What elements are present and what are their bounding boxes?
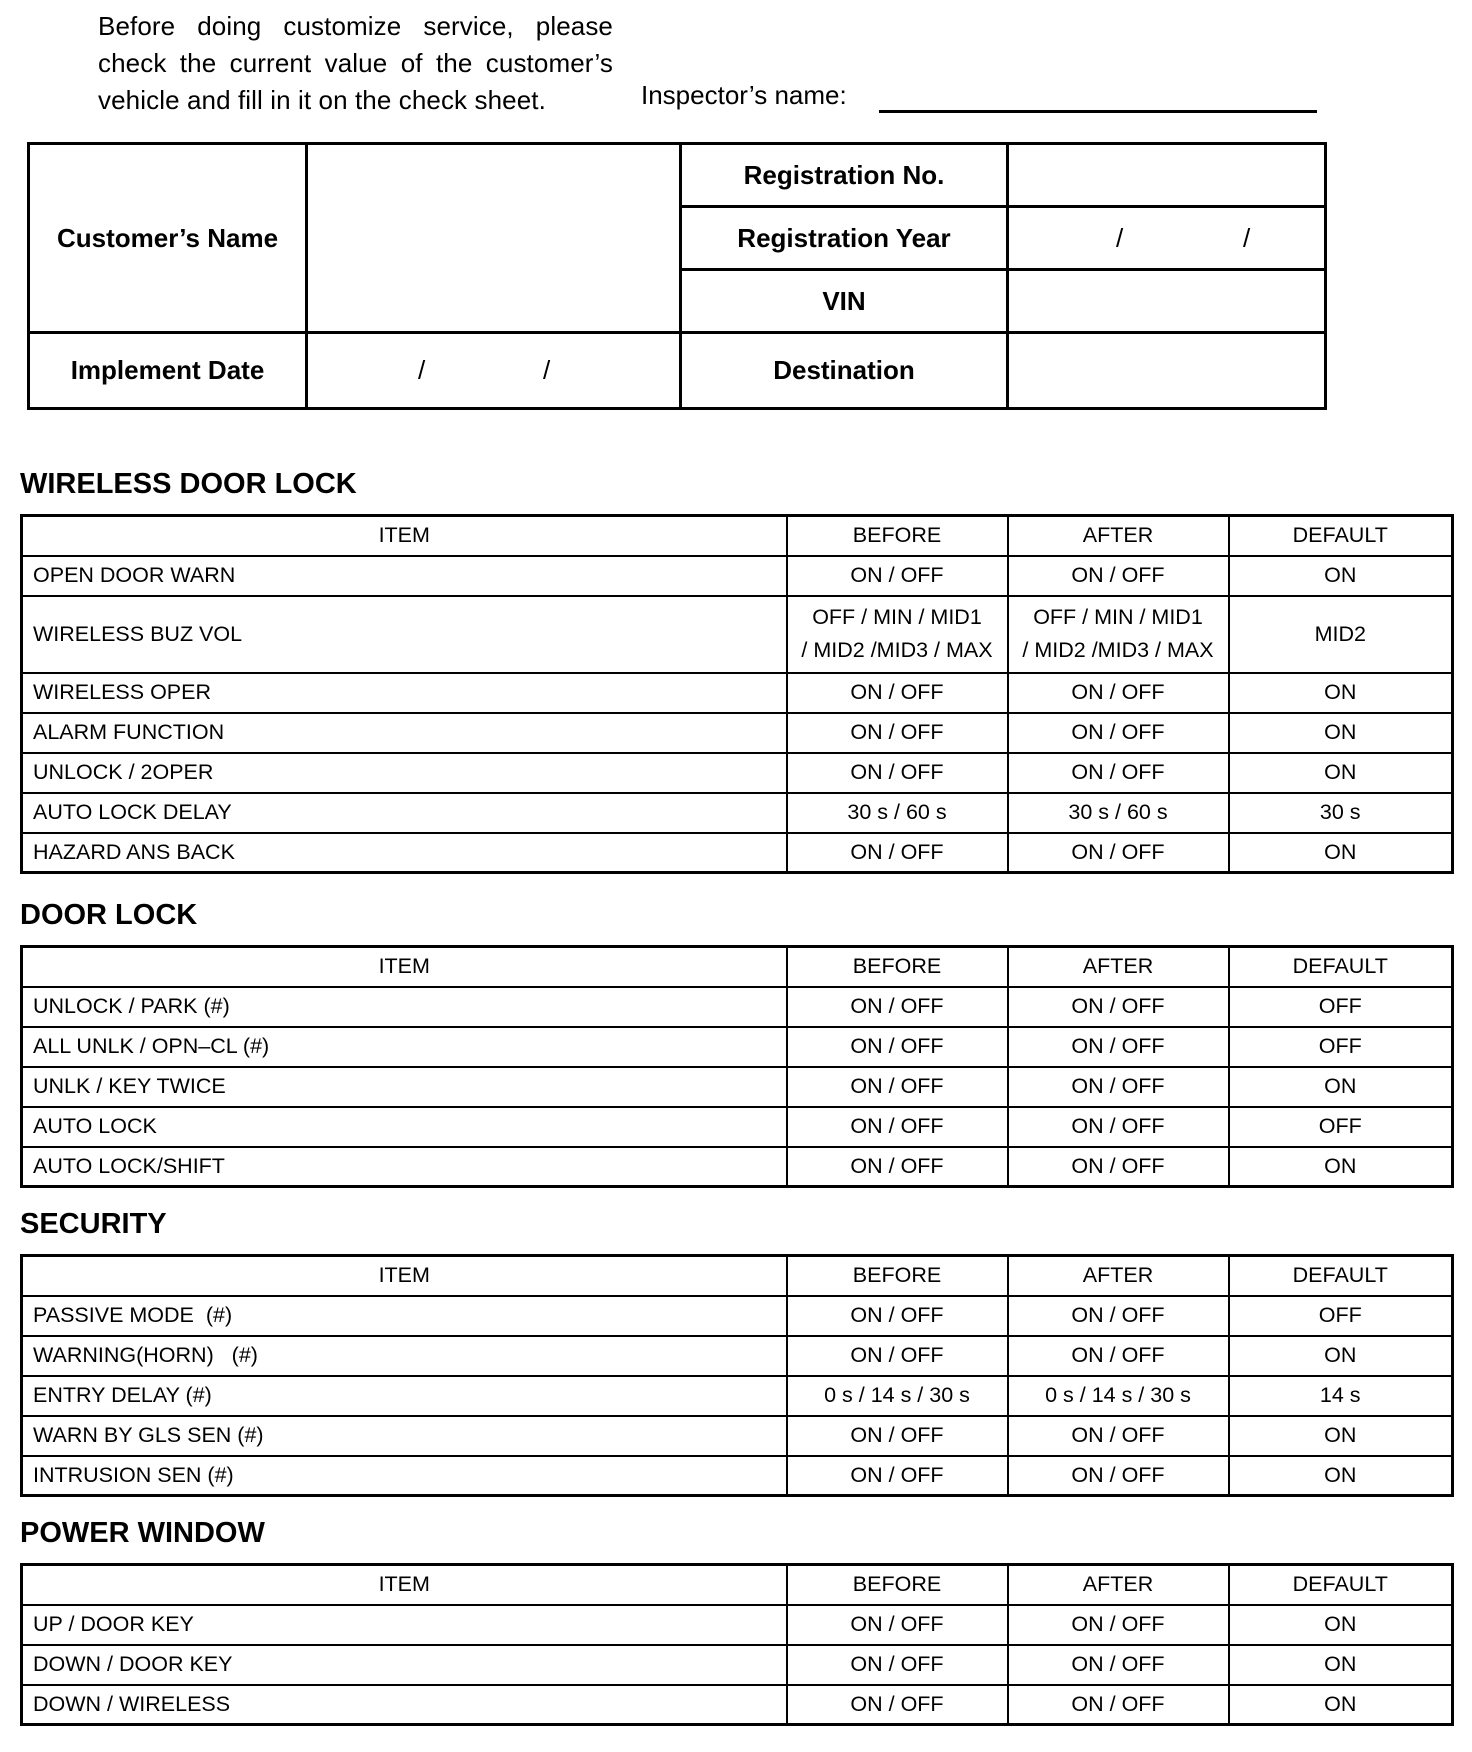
column-header-before: BEFORE [787, 947, 1008, 987]
destination-field[interactable] [1009, 334, 1324, 407]
table-row [22, 1685, 1453, 1725]
before-value-cell[interactable]: ON / OFF [787, 1067, 1008, 1107]
implement-date-field[interactable] [308, 334, 679, 407]
inspector-name-field[interactable] [879, 110, 1317, 113]
registration-no-field[interactable] [1009, 145, 1324, 205]
default-value: ON [1229, 1416, 1453, 1456]
table-row [22, 753, 1453, 793]
default-value: ON [1229, 1147, 1453, 1187]
item-name: PASSIVE MODE (#) [22, 1296, 787, 1336]
table-row [22, 1027, 1453, 1067]
default-value: OFF [1229, 987, 1453, 1027]
column-header-item: ITEM [22, 947, 787, 987]
before-value-cell[interactable]: 0 s / 14 s / 30 s [787, 1376, 1008, 1416]
after-value-cell[interactable]: ON / OFF [1008, 1067, 1229, 1107]
column-header-default: DEFAULT [1229, 1565, 1453, 1605]
after-value-cell[interactable]: ON / OFF [1008, 1456, 1229, 1496]
after-option-line: OFF / MIN / MID1 [1033, 605, 1203, 629]
before-value-cell[interactable]: ON / OFF [787, 713, 1008, 753]
after-value-cell[interactable]: ON / OFF [1008, 833, 1229, 873]
after-value-cell[interactable]: ON / OFF [1008, 673, 1229, 713]
after-option-line: / MID2 /MID3 / MAX [1022, 638, 1214, 662]
section-title-door-lock: DOOR LOCK [20, 899, 198, 931]
table-row [22, 1645, 1453, 1685]
table-row [22, 1336, 1453, 1376]
item-name: UNLK / KEY TWICE [22, 1067, 787, 1107]
section-title-wireless-door-lock: WIRELESS DOOR LOCK [20, 468, 357, 500]
default-value: OFF [1229, 1027, 1453, 1067]
default-value: MID2 [1229, 596, 1453, 673]
before-value-cell[interactable]: ON / OFF [787, 1456, 1008, 1496]
column-header-after: AFTER [1008, 947, 1229, 987]
after-value-cell[interactable] [1008, 596, 1229, 673]
after-value-cell[interactable]: ON / OFF [1008, 1605, 1229, 1645]
column-header-item: ITEM [22, 1256, 787, 1296]
table-row [22, 1416, 1453, 1456]
date-separator: / [1116, 222, 1124, 253]
after-value-cell[interactable]: ON / OFF [1008, 1147, 1229, 1187]
power-window-table [20, 1563, 1454, 1726]
table-row [22, 1067, 1453, 1107]
after-value-cell[interactable]: ON / OFF [1008, 1685, 1229, 1725]
table-header-row [22, 1256, 1453, 1296]
registration-no-label: Registration No. [743, 159, 945, 190]
default-value: ON [1229, 1605, 1453, 1645]
before-value-cell[interactable]: ON / OFF [787, 753, 1008, 793]
intro-instructions [98, 8, 613, 119]
before-value-cell[interactable]: ON / OFF [787, 987, 1008, 1027]
before-value-cell[interactable]: ON / OFF [787, 833, 1008, 873]
date-separator: / [543, 355, 551, 385]
before-value-cell[interactable]: 30 s / 60 s [787, 793, 1008, 833]
default-value: 30 s [1229, 793, 1453, 833]
default-value: OFF [1229, 1296, 1453, 1336]
table-row [22, 1376, 1453, 1416]
vin-field[interactable] [1009, 271, 1324, 331]
customer-name-field[interactable] [308, 145, 679, 331]
table-row [22, 556, 1453, 596]
default-value: ON [1229, 1067, 1453, 1107]
item-name: UNLOCK / PARK (#) [22, 987, 787, 1027]
destination-label: Destination [773, 355, 915, 385]
after-value-cell[interactable]: ON / OFF [1008, 753, 1229, 793]
security-table [20, 1254, 1454, 1497]
table-row [22, 1605, 1453, 1645]
item-name: DOWN / DOOR KEY [22, 1645, 787, 1685]
default-value: ON [1229, 753, 1453, 793]
before-value-cell[interactable]: ON / OFF [787, 1336, 1008, 1376]
default-value: ON [1229, 1685, 1453, 1725]
before-value-cell[interactable]: ON / OFF [787, 1147, 1008, 1187]
section-title-security: SECURITY [20, 1208, 167, 1240]
door-lock-table [20, 945, 1454, 1188]
default-value: ON [1229, 713, 1453, 753]
item-name: ALARM FUNCTION [22, 713, 787, 753]
customer-name-label: Customer’s Name [56, 222, 279, 253]
table-row [22, 987, 1453, 1027]
column-header-default: DEFAULT [1229, 516, 1453, 556]
default-value: ON [1229, 1336, 1453, 1376]
vehicle-info-table [27, 142, 1327, 410]
after-value-cell[interactable]: 0 s / 14 s / 30 s [1008, 1376, 1229, 1416]
before-option-line: OFF / MIN / MID1 [812, 605, 982, 629]
after-value-cell[interactable]: ON / OFF [1008, 987, 1229, 1027]
default-value: ON [1229, 556, 1453, 596]
after-value-cell[interactable]: ON / OFF [1008, 713, 1229, 753]
intro-line: check the current value of the customer’s [98, 48, 613, 78]
table-row [22, 1296, 1453, 1336]
item-name: AUTO LOCK [22, 1107, 787, 1147]
date-separator: / [418, 355, 426, 385]
table-row [22, 1147, 1453, 1187]
item-name: AUTO LOCK/SHIFT [22, 1147, 787, 1187]
after-value-cell[interactable]: 30 s / 60 s [1008, 793, 1229, 833]
column-header-before: BEFORE [787, 1565, 1008, 1605]
item-name: HAZARD ANS BACK [22, 833, 787, 873]
before-value-cell[interactable] [787, 596, 1008, 673]
before-value-cell[interactable]: ON / OFF [787, 1416, 1008, 1456]
default-value: ON [1229, 833, 1453, 873]
column-header-before: BEFORE [787, 516, 1008, 556]
column-header-before: BEFORE [787, 1256, 1008, 1296]
column-header-item: ITEM [22, 1565, 787, 1605]
item-name: ALL UNLK / OPN–CL (#) [22, 1027, 787, 1067]
after-value-cell[interactable]: ON / OFF [1008, 556, 1229, 596]
after-value-cell[interactable]: ON / OFF [1008, 1027, 1229, 1067]
inspector-name-label: Inspector’s name: [641, 80, 847, 110]
item-name: UNLOCK / 2OPER [22, 753, 787, 793]
intro-line: vehicle and fill in it on the check sheet. [98, 85, 546, 115]
table-row [22, 1107, 1453, 1147]
before-value-cell[interactable]: ON / OFF [787, 556, 1008, 596]
default-value: ON [1229, 1645, 1453, 1685]
before-value-cell[interactable]: ON / OFF [787, 1027, 1008, 1067]
table-header-row [22, 947, 1453, 987]
table-header-row [22, 516, 1453, 556]
item-name: DOWN / WIRELESS [22, 1685, 787, 1725]
column-header-after: AFTER [1008, 516, 1229, 556]
implement-date-label: Implement Date [70, 355, 265, 385]
default-value: OFF [1229, 1107, 1453, 1147]
default-value: ON [1229, 1456, 1453, 1496]
column-header-after: AFTER [1008, 1256, 1229, 1296]
section-title-power-window: POWER WINDOW [20, 1517, 265, 1549]
after-value-cell[interactable]: ON / OFF [1008, 1416, 1229, 1456]
column-header-after: AFTER [1008, 1565, 1229, 1605]
table-row [22, 1456, 1453, 1496]
column-header-item: ITEM [22, 516, 787, 556]
item-name: AUTO LOCK DELAY [22, 793, 787, 833]
before-value-cell[interactable]: ON / OFF [787, 1107, 1008, 1147]
after-value-cell[interactable]: ON / OFF [1008, 1296, 1229, 1336]
vin-label: VIN [822, 285, 866, 316]
column-header-default: DEFAULT [1229, 947, 1453, 987]
before-value-cell[interactable]: ON / OFF [787, 1296, 1008, 1336]
default-value: 14 s [1229, 1376, 1453, 1416]
item-name: WARNING(HORN) (#) [22, 1336, 787, 1376]
before-value-cell[interactable]: ON / OFF [787, 1685, 1008, 1725]
wireless-door-lock-table [20, 514, 1454, 874]
item-name: WIRELESS BUZ VOL [22, 596, 787, 673]
intro-line: Before doing customize service, please [98, 11, 613, 41]
table-row [22, 596, 1453, 673]
after-value-cell[interactable]: ON / OFF [1008, 1336, 1229, 1376]
item-name: WIRELESS OPER [22, 673, 787, 713]
after-value-cell[interactable]: ON / OFF [1008, 1107, 1229, 1147]
registration-year-field[interactable] [1009, 208, 1324, 268]
before-value-cell[interactable]: ON / OFF [787, 1605, 1008, 1645]
after-value-cell[interactable]: ON / OFF [1008, 1645, 1229, 1685]
item-name: WARN BY GLS SEN (#) [22, 1416, 787, 1456]
date-separator: / [1243, 222, 1251, 253]
before-value-cell[interactable]: ON / OFF [787, 673, 1008, 713]
before-value-cell[interactable]: ON / OFF [787, 1645, 1008, 1685]
table-row [22, 833, 1453, 873]
item-name: UP / DOOR KEY [22, 1605, 787, 1645]
registration-year-label: Registration Year [737, 222, 951, 253]
item-name: INTRUSION SEN (#) [22, 1456, 787, 1496]
table-row [22, 793, 1453, 833]
table-row [22, 673, 1453, 713]
item-name: OPEN DOOR WARN [22, 556, 787, 596]
column-header-default: DEFAULT [1229, 1256, 1453, 1296]
default-value: ON [1229, 673, 1453, 713]
item-name: ENTRY DELAY (#) [22, 1376, 787, 1416]
before-option-line: / MID2 /MID3 / MAX [801, 638, 993, 662]
table-row [22, 713, 1453, 753]
table-header-row [22, 1565, 1453, 1605]
